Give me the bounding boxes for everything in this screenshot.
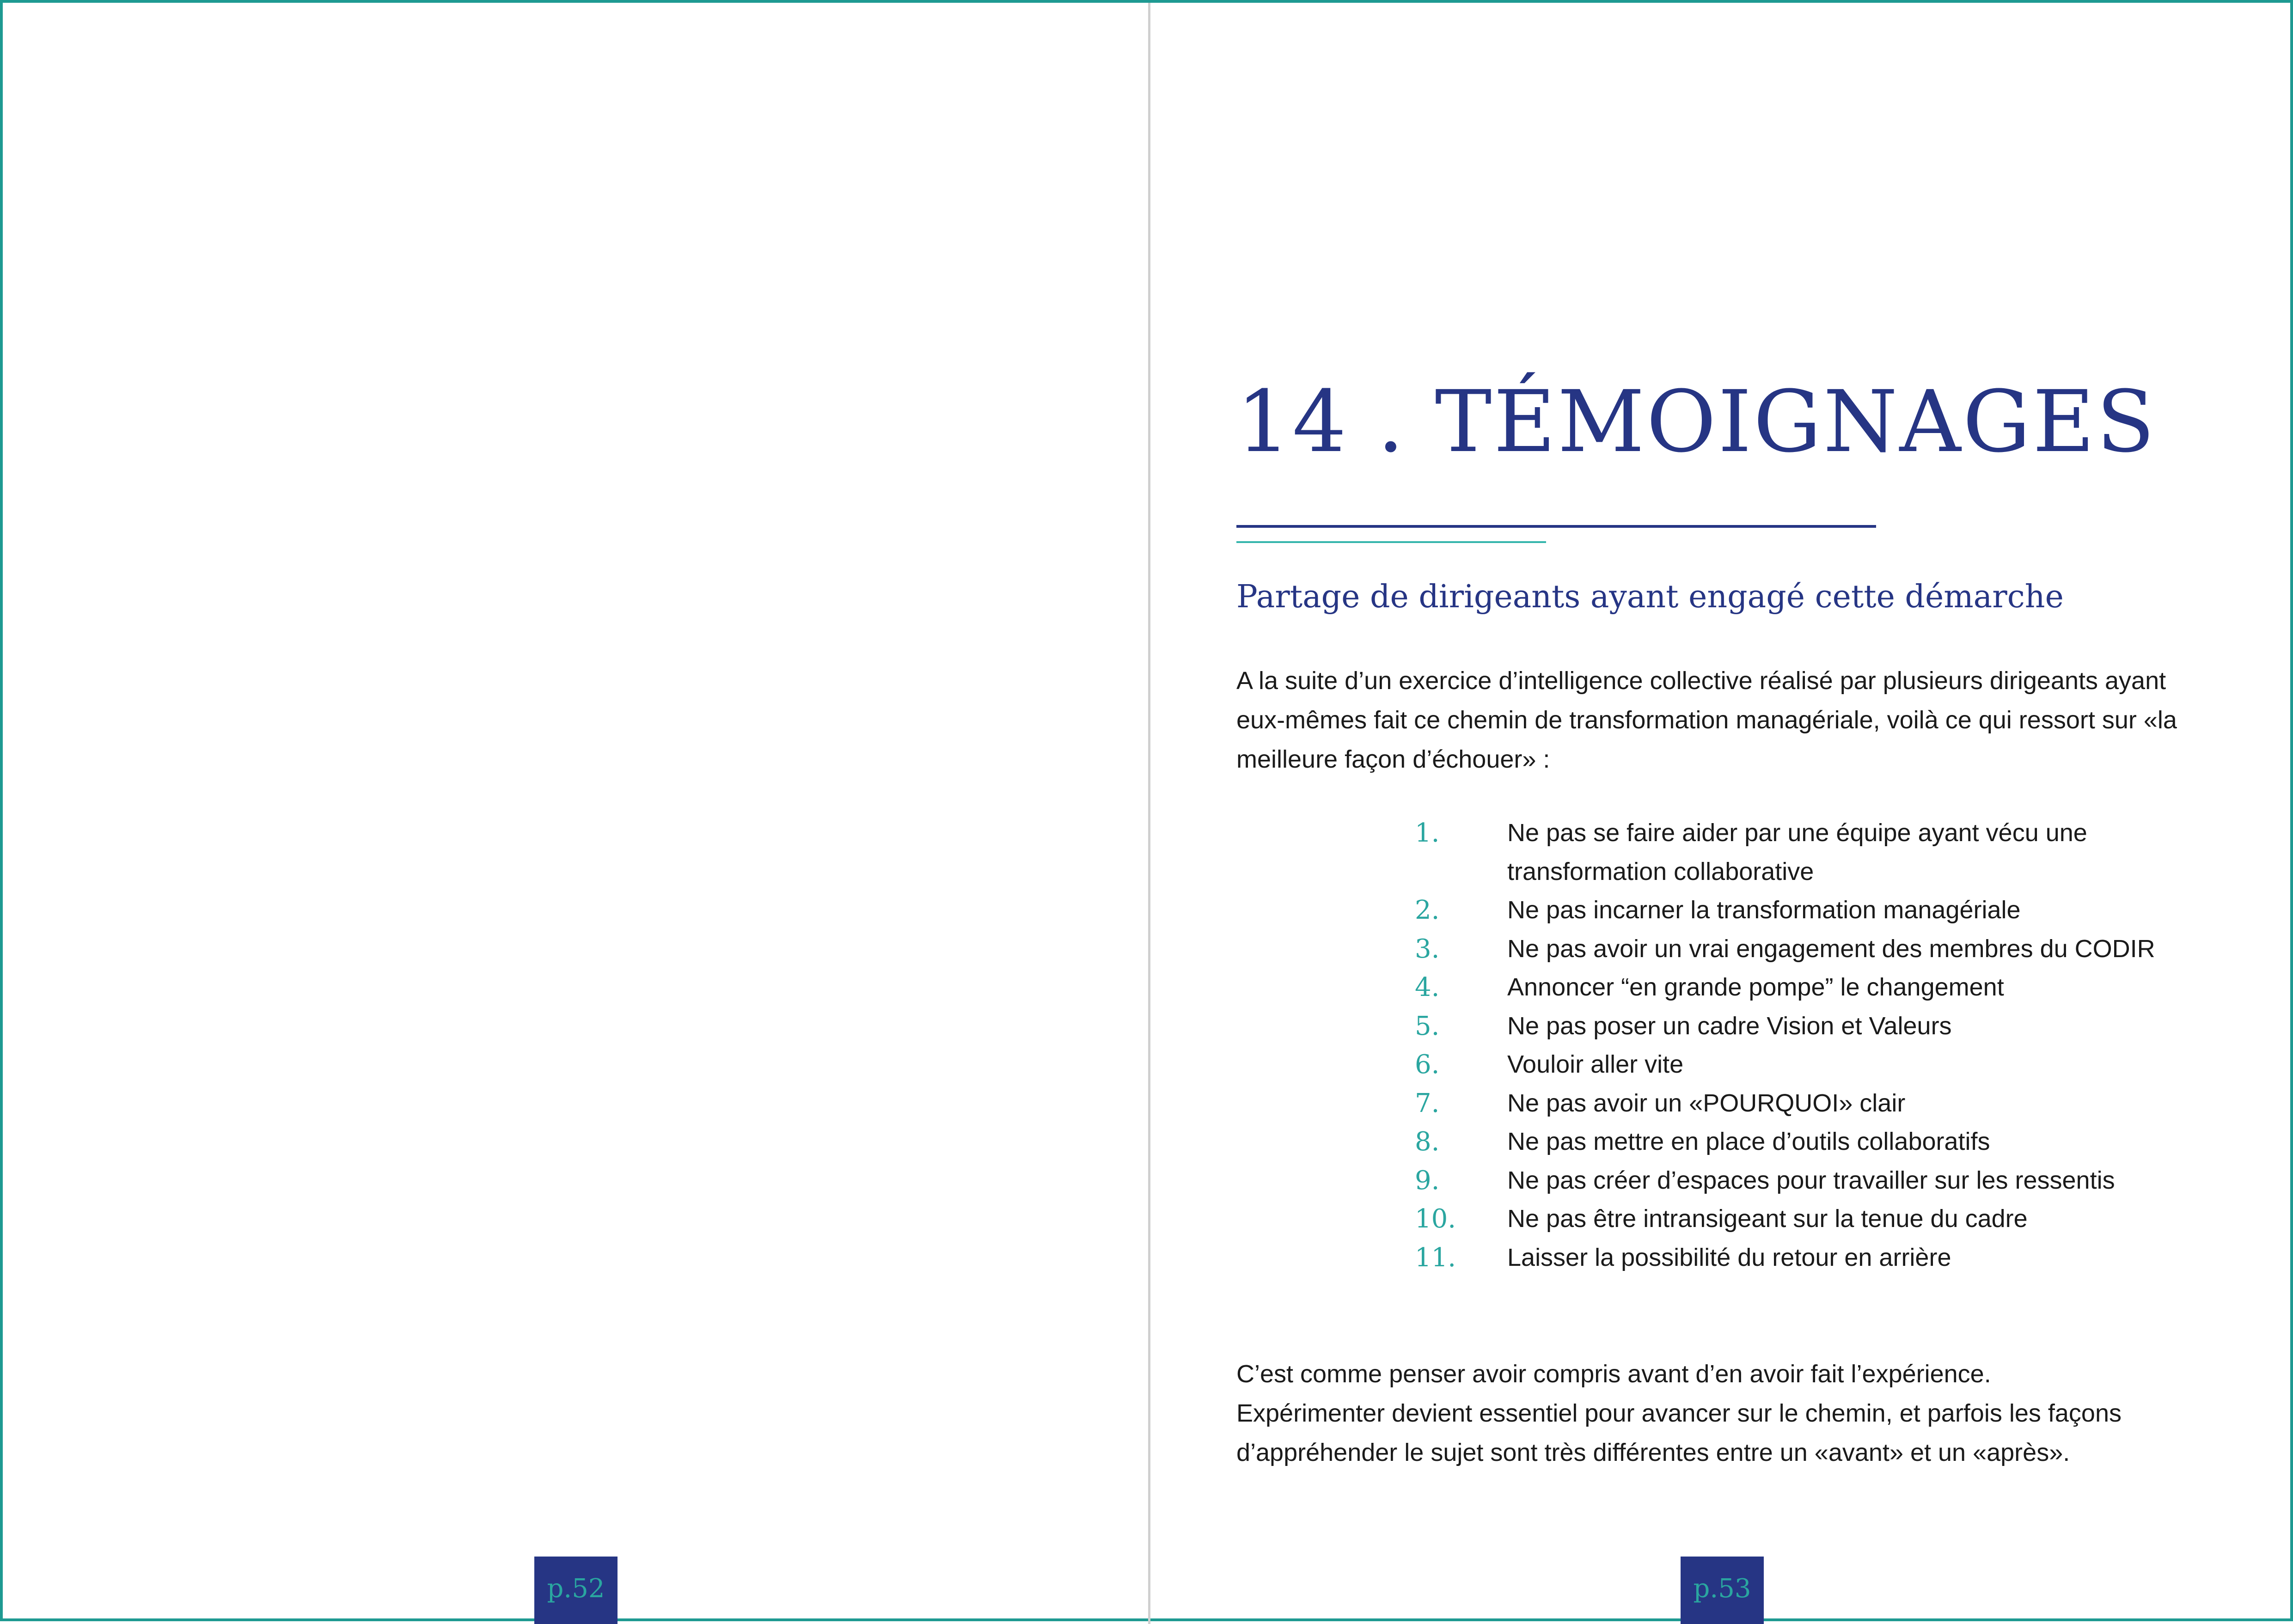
- list-item: [1415, 1045, 2201, 1084]
- closing-line: Expérimenter devient essentiel pour avancer sur le chemin, et parfois les façons d’appréhender le sujet sont très différentes entre un «avant» et un «après».: [1236, 1399, 2122, 1466]
- list-item-number: 2.: [1415, 895, 1440, 925]
- left-page: [3, 3, 1149, 1624]
- list-item-number: 5.: [1415, 1011, 1440, 1041]
- list-item-number: 3.: [1415, 934, 1440, 964]
- list-item-number: 11.: [1415, 1242, 1456, 1273]
- right-page: [1150, 3, 2293, 1624]
- list-item-number: 9.: [1415, 1165, 1440, 1196]
- closing-paragraph: [1236, 1355, 2207, 1472]
- title-underline-teal: [1236, 541, 1546, 543]
- failure-list: [1415, 814, 2201, 1277]
- section-subtitle: Partage de dirigeants ayant engagé cette démarche: [1236, 579, 2064, 615]
- list-item: [1415, 968, 2201, 1007]
- list-item-text: Ne pas se faire aider par une équipe ayant vécu une transformation collaborative: [1507, 819, 2087, 885]
- intro-paragraph: A la suite d’un exercice d’intelligence collective réalisé par plusieurs dirigeants ayant eux-mêmes fait ce chemin de transformation managériale, voilà ce qui ressort sur «la meilleure façon d’échouer» :: [1236, 667, 2177, 773]
- list-item-number: 6.: [1415, 1050, 1440, 1080]
- list-item-text: Ne pas incarner la transformation managériale: [1507, 896, 2021, 924]
- list-item: [1415, 930, 2201, 969]
- title-underline-navy: [1236, 525, 1876, 528]
- list-item-text: Annoncer “en grande pompe” le changement: [1507, 973, 2004, 1001]
- list-item: [1415, 891, 2201, 930]
- list-item-number: 1.: [1415, 818, 1440, 848]
- list-item: [1415, 1239, 2201, 1277]
- list-item-text: Ne pas mettre en place d’outils collaboratifs: [1507, 1128, 1990, 1155]
- page-number-left: p.52: [534, 1557, 618, 1624]
- list-item: [1415, 1007, 2201, 1046]
- list-item-number: 10.: [1415, 1204, 1456, 1234]
- chapter-title: 14 . TÉMOIGNAGES: [1236, 372, 2157, 471]
- list-item-text: Ne pas avoir un «POURQUOI» clair: [1507, 1089, 1906, 1117]
- list-item: [1415, 1123, 2201, 1161]
- list-item-text: Vouloir aller vite: [1507, 1050, 1684, 1078]
- list-item: [1415, 1200, 2201, 1239]
- list-item-number: 7.: [1415, 1088, 1440, 1118]
- list-item-text: Ne pas poser un cadre Vision et Valeurs: [1507, 1012, 1952, 1040]
- list-item-text: Ne pas créer d’espaces pour travailler sur les ressentis: [1507, 1166, 2115, 1194]
- list-item: [1415, 814, 2201, 891]
- list-item: [1415, 1084, 2201, 1123]
- page-number-right: p.53: [1681, 1557, 1764, 1624]
- list-item-text: Ne pas être intransigeant sur la tenue du cadre: [1507, 1205, 2028, 1233]
- list-item-text: Ne pas avoir un vrai engagement des membres du CODIR: [1507, 934, 2155, 963]
- list-item-number: 8.: [1415, 1127, 1440, 1157]
- list-item-number: 4.: [1415, 972, 1440, 1002]
- list-item-text: Laisser la possibilité du retour en arrière: [1507, 1243, 1951, 1271]
- list-item: [1415, 1161, 2201, 1200]
- closing-line: C’est comme penser avoir compris avant d’en avoir fait l’expérience.: [1236, 1360, 1991, 1388]
